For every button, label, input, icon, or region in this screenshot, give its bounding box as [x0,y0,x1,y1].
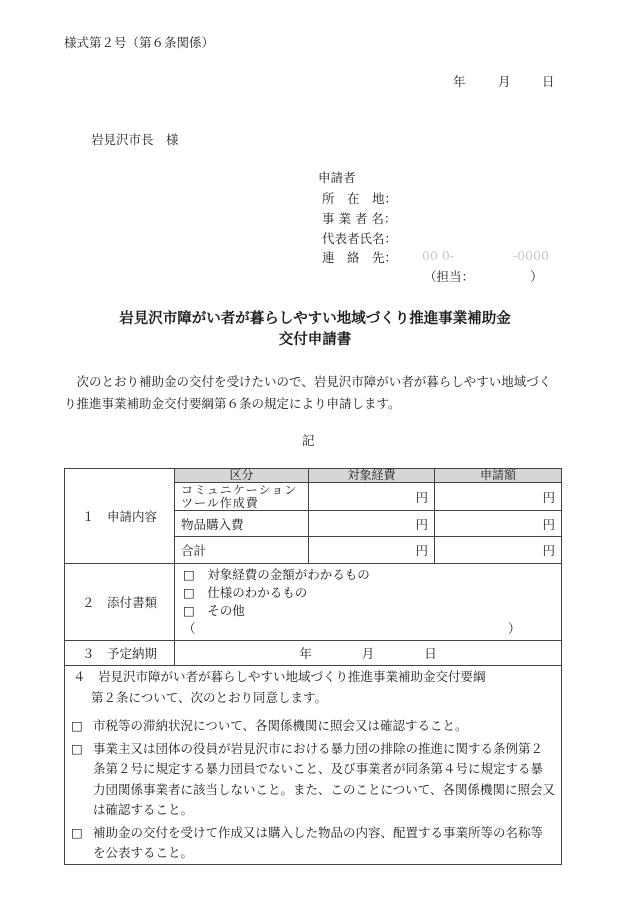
addressee: 岩見沢市長 様 [91,132,179,147]
consent-lead-2: 第２条について、次のとおり同意します。 [91,690,328,705]
checkbox[interactable]: □ [71,718,83,733]
total-cost-field[interactable]: 円 [309,537,435,564]
cost-field[interactable]: 円 [309,511,435,537]
consent-section [65,666,562,865]
consent-item [71,739,555,821]
col-header-cost: 対象経費 [309,469,435,483]
consent-text: 市税等の滞納状況について、各関係機関に照会又は確認すること。 [93,718,468,733]
attachment-item[interactable]: □ その他 （ ） [183,603,521,636]
date-year-label: 年 [453,74,466,89]
col-header-amount: 申請額 [435,469,562,483]
item-purchase: 物品購入費 [175,511,309,537]
address-label: 所 在 地： [322,191,398,206]
consent-lead-1: ４ 岩見沢市障がい者が暮らしやすい地域づくり推進事業補助金交付要綱 [73,669,486,684]
consent-item [71,823,555,864]
row3-label: ３ 予定納期 [65,641,175,666]
form-id: 様式第２号（第６条関係） [64,35,215,50]
consent-item [71,716,555,737]
checkbox[interactable]: □ [71,740,83,756]
consent-text: 補助金の交付を受けて作成又は購入した物品の内容、配置する事業所等の名称等を公表すること。 [93,824,544,860]
delivery-date[interactable]: 年 月 日 [175,641,562,666]
title-line-1: 岩見沢市障がい者が暮らしやすい地域づくり推進事業補助金 [119,311,511,327]
checkbox[interactable]: □ [71,824,83,840]
item-communication-tool: コミュニケーションツール作成費 [175,483,309,511]
row1-label: １ 申請内容 [65,469,175,564]
attachment-item[interactable]: □ 仕様のわかるもの [183,585,308,600]
consent-text: 事業主又は団体の役員が岩見沢市における暴力団の排除の推進に関する条例第２条第２号に規定する暴力団員でないこと、及び事業者が同条第４号に規定する暴力団関係事業者に該当しないこと。また、このことについて、各関係機関に照会又は確認すること。 [93,740,556,817]
date-month-label: 月 [498,74,511,89]
date-day-label: 日 [542,74,555,89]
business-name-label: 事 業 者 名： [322,211,397,226]
item-total: 合計 [175,537,309,564]
attachment-item[interactable]: □ 対象経費の金額がわかるもの [183,567,370,582]
amount-field[interactable]: 円 [435,483,562,511]
intro-text: 次のとおり補助金の交付を受けたいので、岩見沢市障がい者が暮らしやすい地域づくり推進事業補助金交付要綱第６条の規定により申請します。 [64,374,552,411]
row2-label: ２ 添付書類 [65,564,175,641]
total-amount-field[interactable]: 円 [435,537,562,564]
title-line-2: 交付申請書 [278,332,352,348]
cost-field[interactable]: 円 [309,483,435,511]
ki-label: 記 [302,433,315,448]
application-table [64,468,562,865]
representative-label: 代表者氏名： [322,231,398,246]
contact-prefix-placeholder: 00 0- [422,248,455,263]
staff-label: （担当： ） [424,269,543,284]
applicant-heading: 申請者 [318,170,356,185]
col-header-category: 区分 [175,469,309,483]
contact-suffix-placeholder: -0000 [513,248,550,263]
amount-field[interactable]: 円 [435,511,562,537]
contact-label: 連 絡 先： [322,250,398,265]
